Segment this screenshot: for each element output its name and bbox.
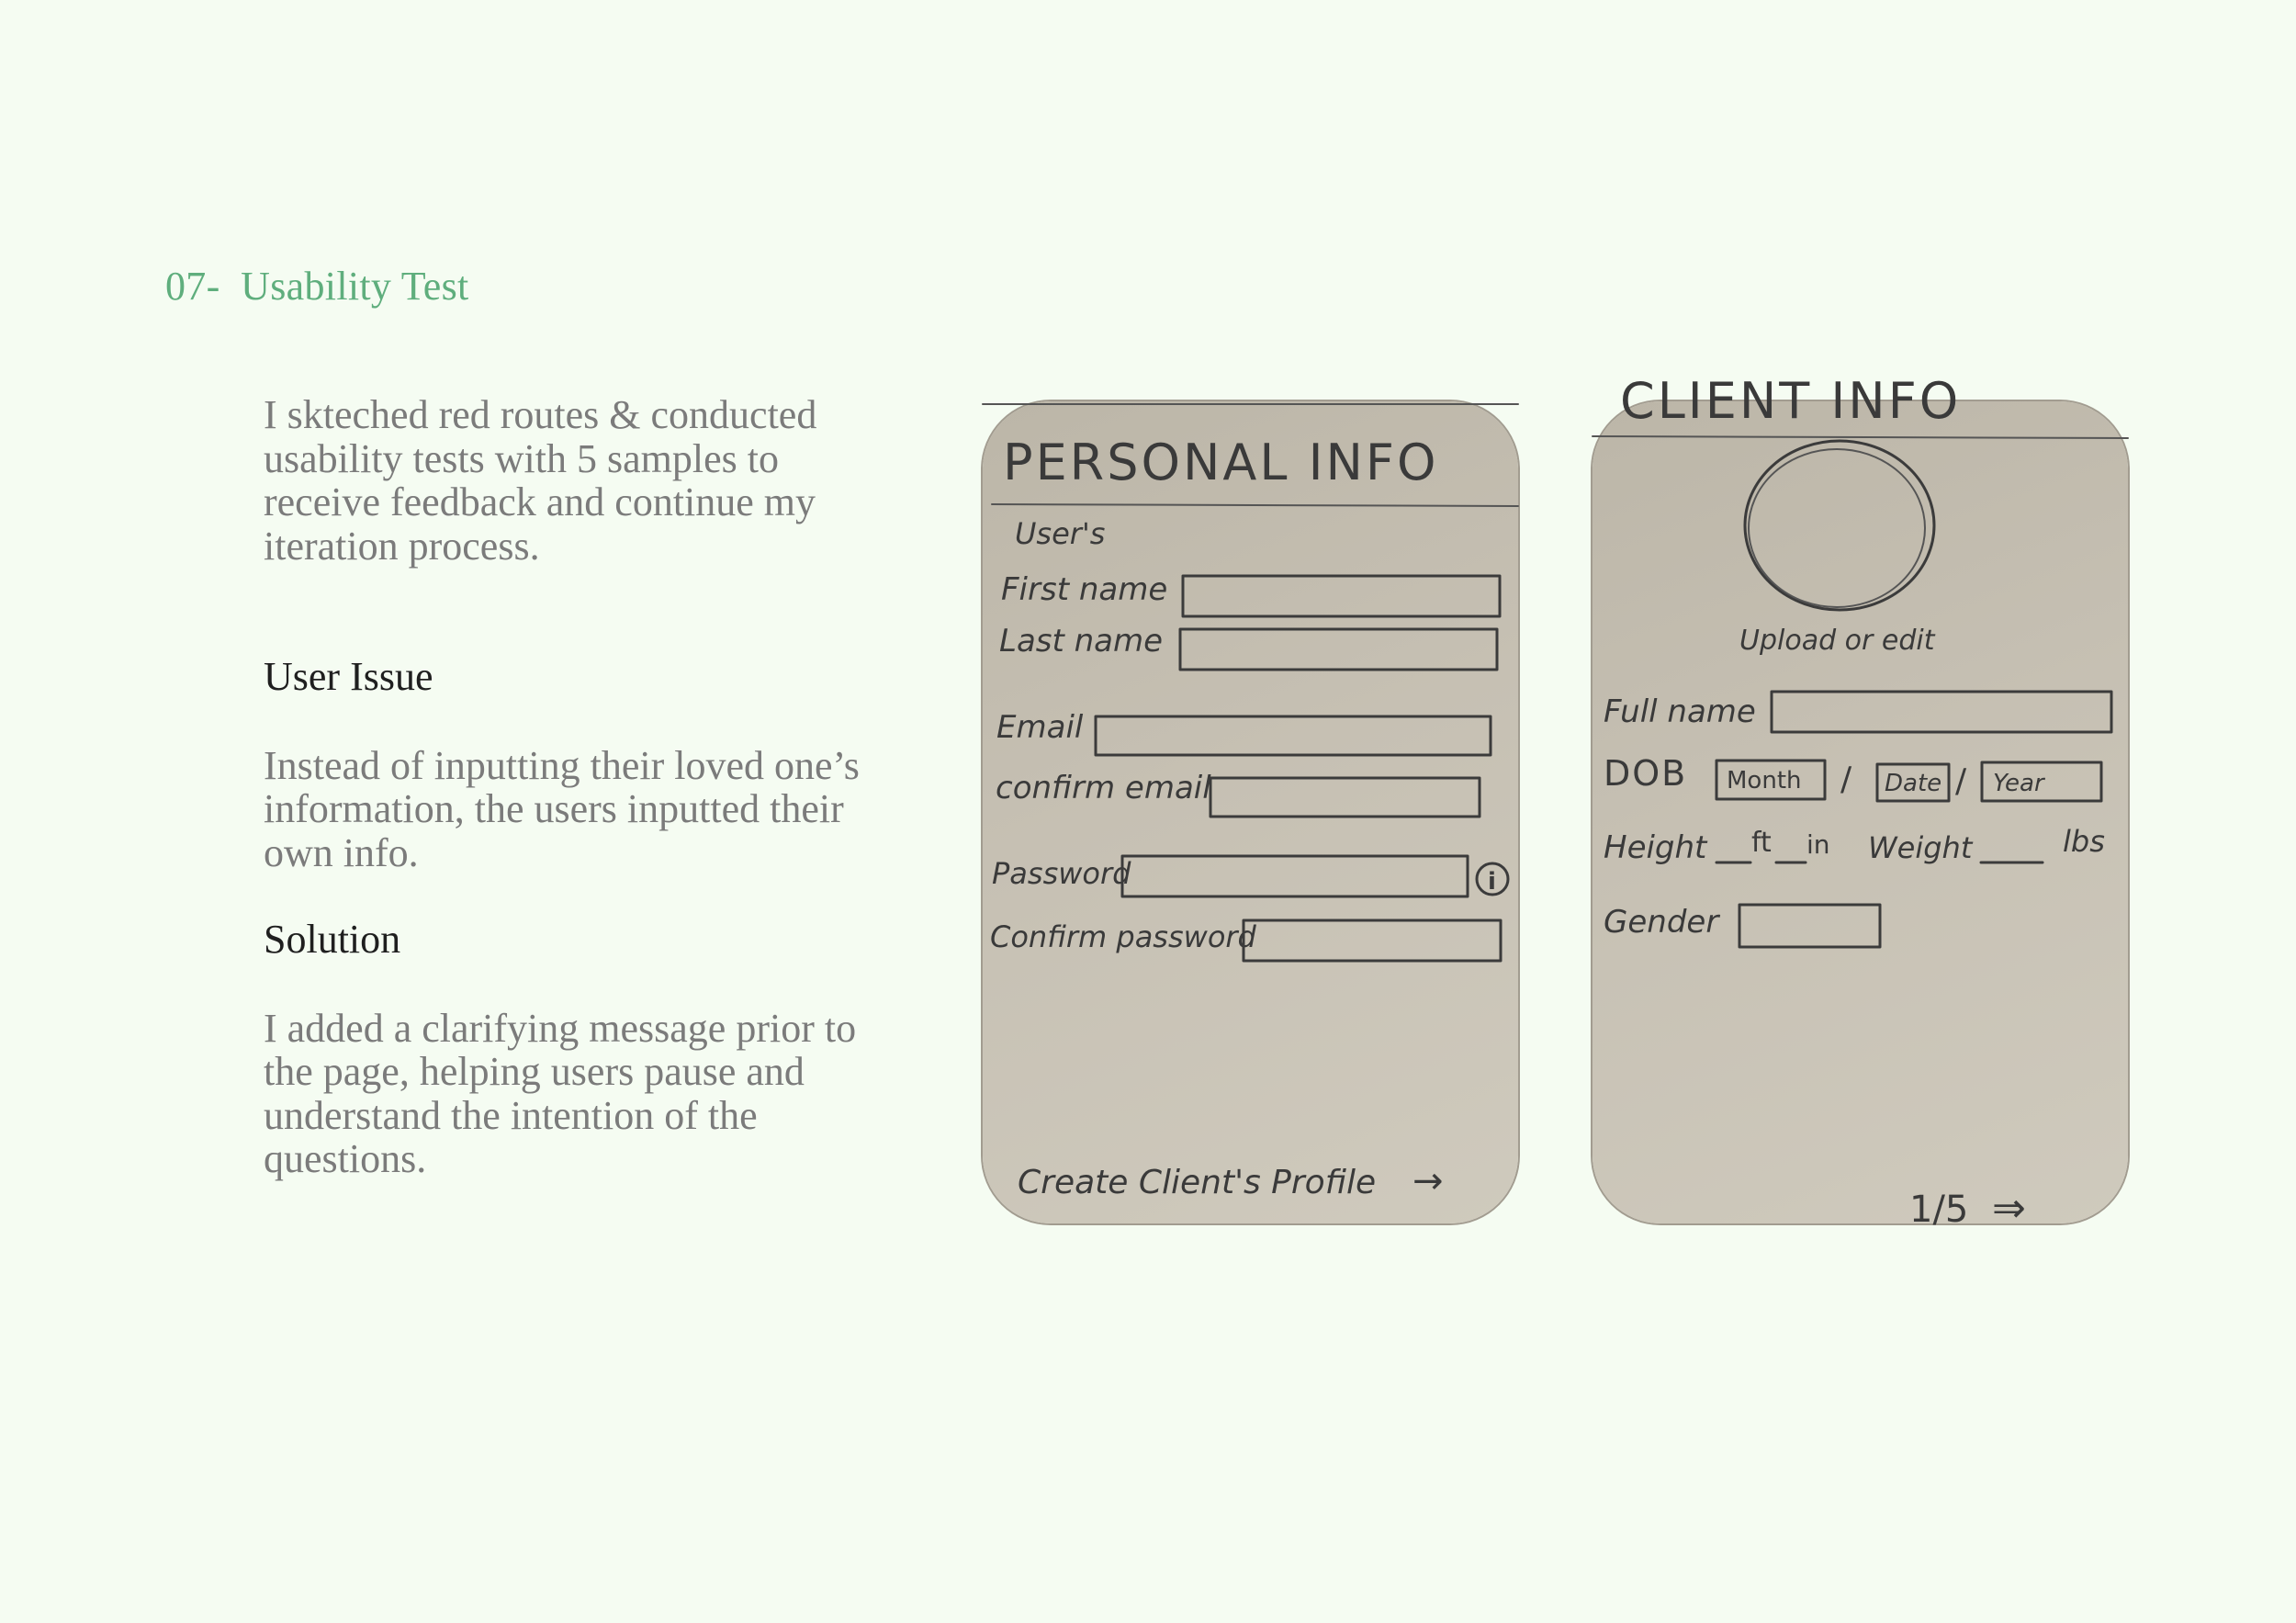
arrow-right-icon: → [1412, 1160, 1444, 1202]
dob-separator-1: / [1840, 761, 1852, 798]
full-name-label: Full name [1604, 693, 1756, 730]
full-name-field [1772, 692, 2111, 732]
email-field [1096, 716, 1491, 755]
intro-paragraph: I skteched red routes & conducted usability tests with 5 samples to receive feedback and continue my iteration process. [264, 392, 817, 569]
section-number: 07- [165, 264, 220, 309]
weight-label: Weight [1868, 830, 1973, 865]
height-label: Height [1604, 829, 1707, 866]
dob-separator-2: / [1955, 762, 1967, 800]
confirm-password-field [1244, 920, 1501, 961]
user-issue-body: Instead of inputting their loved one’s information, the users inputted their own info. [264, 742, 860, 875]
upload-caption: Upload or edit [1739, 625, 1935, 657]
client-info-title: CLIENT INFO [1620, 372, 1962, 430]
pager-text: 1/5 [1909, 1189, 1969, 1231]
password-label: Password [992, 856, 1131, 891]
dob-year-text: Year [1993, 770, 2044, 797]
user-issue-heading: User Issue [264, 654, 433, 699]
avatar-sketch-line [1749, 449, 1925, 607]
in-unit: in [1806, 829, 1830, 860]
last-name-field [1180, 629, 1497, 670]
gender-field [1739, 905, 1880, 947]
create-profile-cta: Create Client's Profile [1018, 1164, 1377, 1201]
confirm-email-label: confirm email [996, 770, 1211, 806]
dob-label: DOB [1604, 753, 1688, 794]
client-info-sketch [1593, 372, 2128, 1232]
gender-label: Gender [1604, 904, 1719, 941]
personal-info-title: PERSONAL INFO [1003, 434, 1439, 491]
first-name-label: First name [1001, 571, 1168, 608]
dob-month-text: Month [1727, 767, 1802, 795]
section-title [165, 263, 469, 310]
password-field [1122, 856, 1468, 896]
avatar-placeholder-icon [1745, 441, 1934, 610]
dob-date-text: Date [1885, 770, 1942, 797]
lbs-unit: lbs [2063, 824, 2105, 859]
ft-unit: ft [1751, 827, 1772, 859]
info-icon-glyph: i [1488, 868, 1496, 896]
section-name: Usability Test [241, 264, 469, 309]
solution-body: I added a clarifying message prior to the page, helping users pause and understand the intention of the questions. [264, 1005, 857, 1181]
users-label: User's [1015, 516, 1106, 551]
personal-info-sketch [983, 401, 1518, 1223]
personal-info-sketch-drawing [983, 401, 1518, 1223]
email-label: Email [996, 709, 1084, 746]
confirm-email-field [1210, 778, 1480, 817]
text-column [264, 393, 870, 1181]
first-name-field [1183, 576, 1500, 616]
client-info-sketch-drawing [1593, 372, 2128, 1232]
pager-arrow-icon: ⇒ [1992, 1185, 2026, 1232]
last-name-label: Last name [999, 623, 1164, 659]
confirm-password-label: Confirm password [990, 919, 1256, 954]
solution-heading: Solution [264, 917, 401, 962]
